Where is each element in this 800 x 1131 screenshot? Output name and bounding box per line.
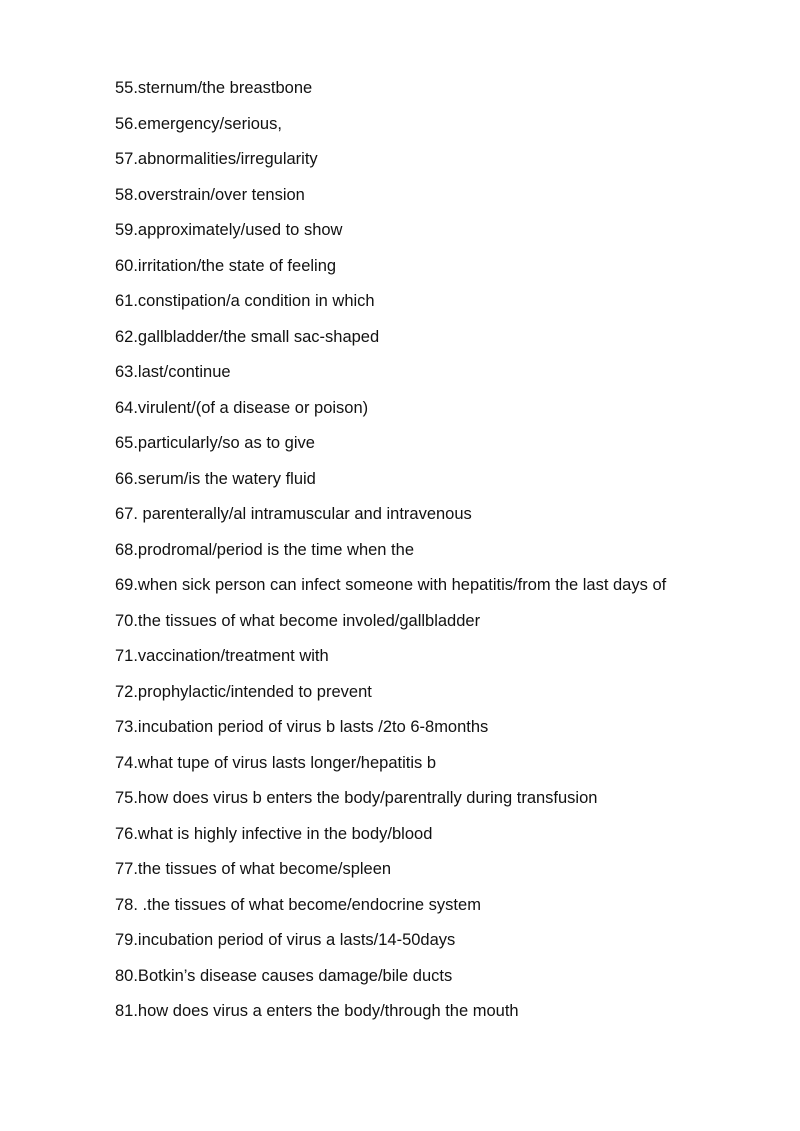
list-item: 79.incubation period of virus a lasts/14-50days [115, 931, 456, 949]
list-item: 69.when sick person can infect someone with hepatitis/from the last days of [115, 576, 667, 594]
list-item: 68.prodromal/period is the time when the [115, 540, 414, 559]
list-item: 62.gallbladder/the small sac-shaped [115, 327, 380, 346]
list-item: 60.irritation/the state of feeling [115, 256, 337, 275]
list-item: 55.sternum/the breastbone [115, 79, 313, 97]
list-item: 57.abnormalities/irregularity [115, 150, 318, 168]
list-item: 78. .the tissues of what become/endocrine system [115, 895, 481, 914]
list-item: 71.vaccination/treatment with [115, 647, 329, 665]
list-item: 58.overstrain/over tension [115, 185, 305, 204]
list-item: 76.what is highly infective in the body/blood [115, 824, 433, 843]
list-item: 75.how does virus b enters the body/parentrally during transfusion [115, 789, 598, 807]
list-item: 80.Botkin’s disease causes damage/bile ducts [115, 966, 453, 985]
numbered-term-list [115, 77, 775, 1036]
list-item: 73.incubation period of virus b lasts /2to 6-8months [115, 718, 489, 736]
list-item: 72.prophylactic/intended to prevent [115, 682, 372, 701]
list-item: 77.the tissues of what become/spleen [115, 860, 392, 878]
list-item: 56.emergency/serious, [115, 114, 282, 133]
list-item: 70.the tissues of what become involed/gallbladder [115, 611, 481, 630]
list-item: 64.virulent/(of a disease or poison) [115, 398, 369, 417]
list-item: 66.serum/is the watery fluid [115, 469, 316, 488]
list-item: 59.approximately/used to show [115, 221, 343, 239]
list-item: 63.last/continue [115, 363, 231, 381]
list-item: 81.how does virus a enters the body/through the mouth [115, 1002, 519, 1020]
list-item: 61.constipation/a condition in which [115, 292, 375, 310]
list-item: 67. parenterally/al intramuscular and intravenous [115, 505, 472, 523]
list-item: 65.particularly/so as to give [115, 434, 315, 452]
list-item: 74.what tupe of virus lasts longer/hepatitis b [115, 753, 437, 772]
